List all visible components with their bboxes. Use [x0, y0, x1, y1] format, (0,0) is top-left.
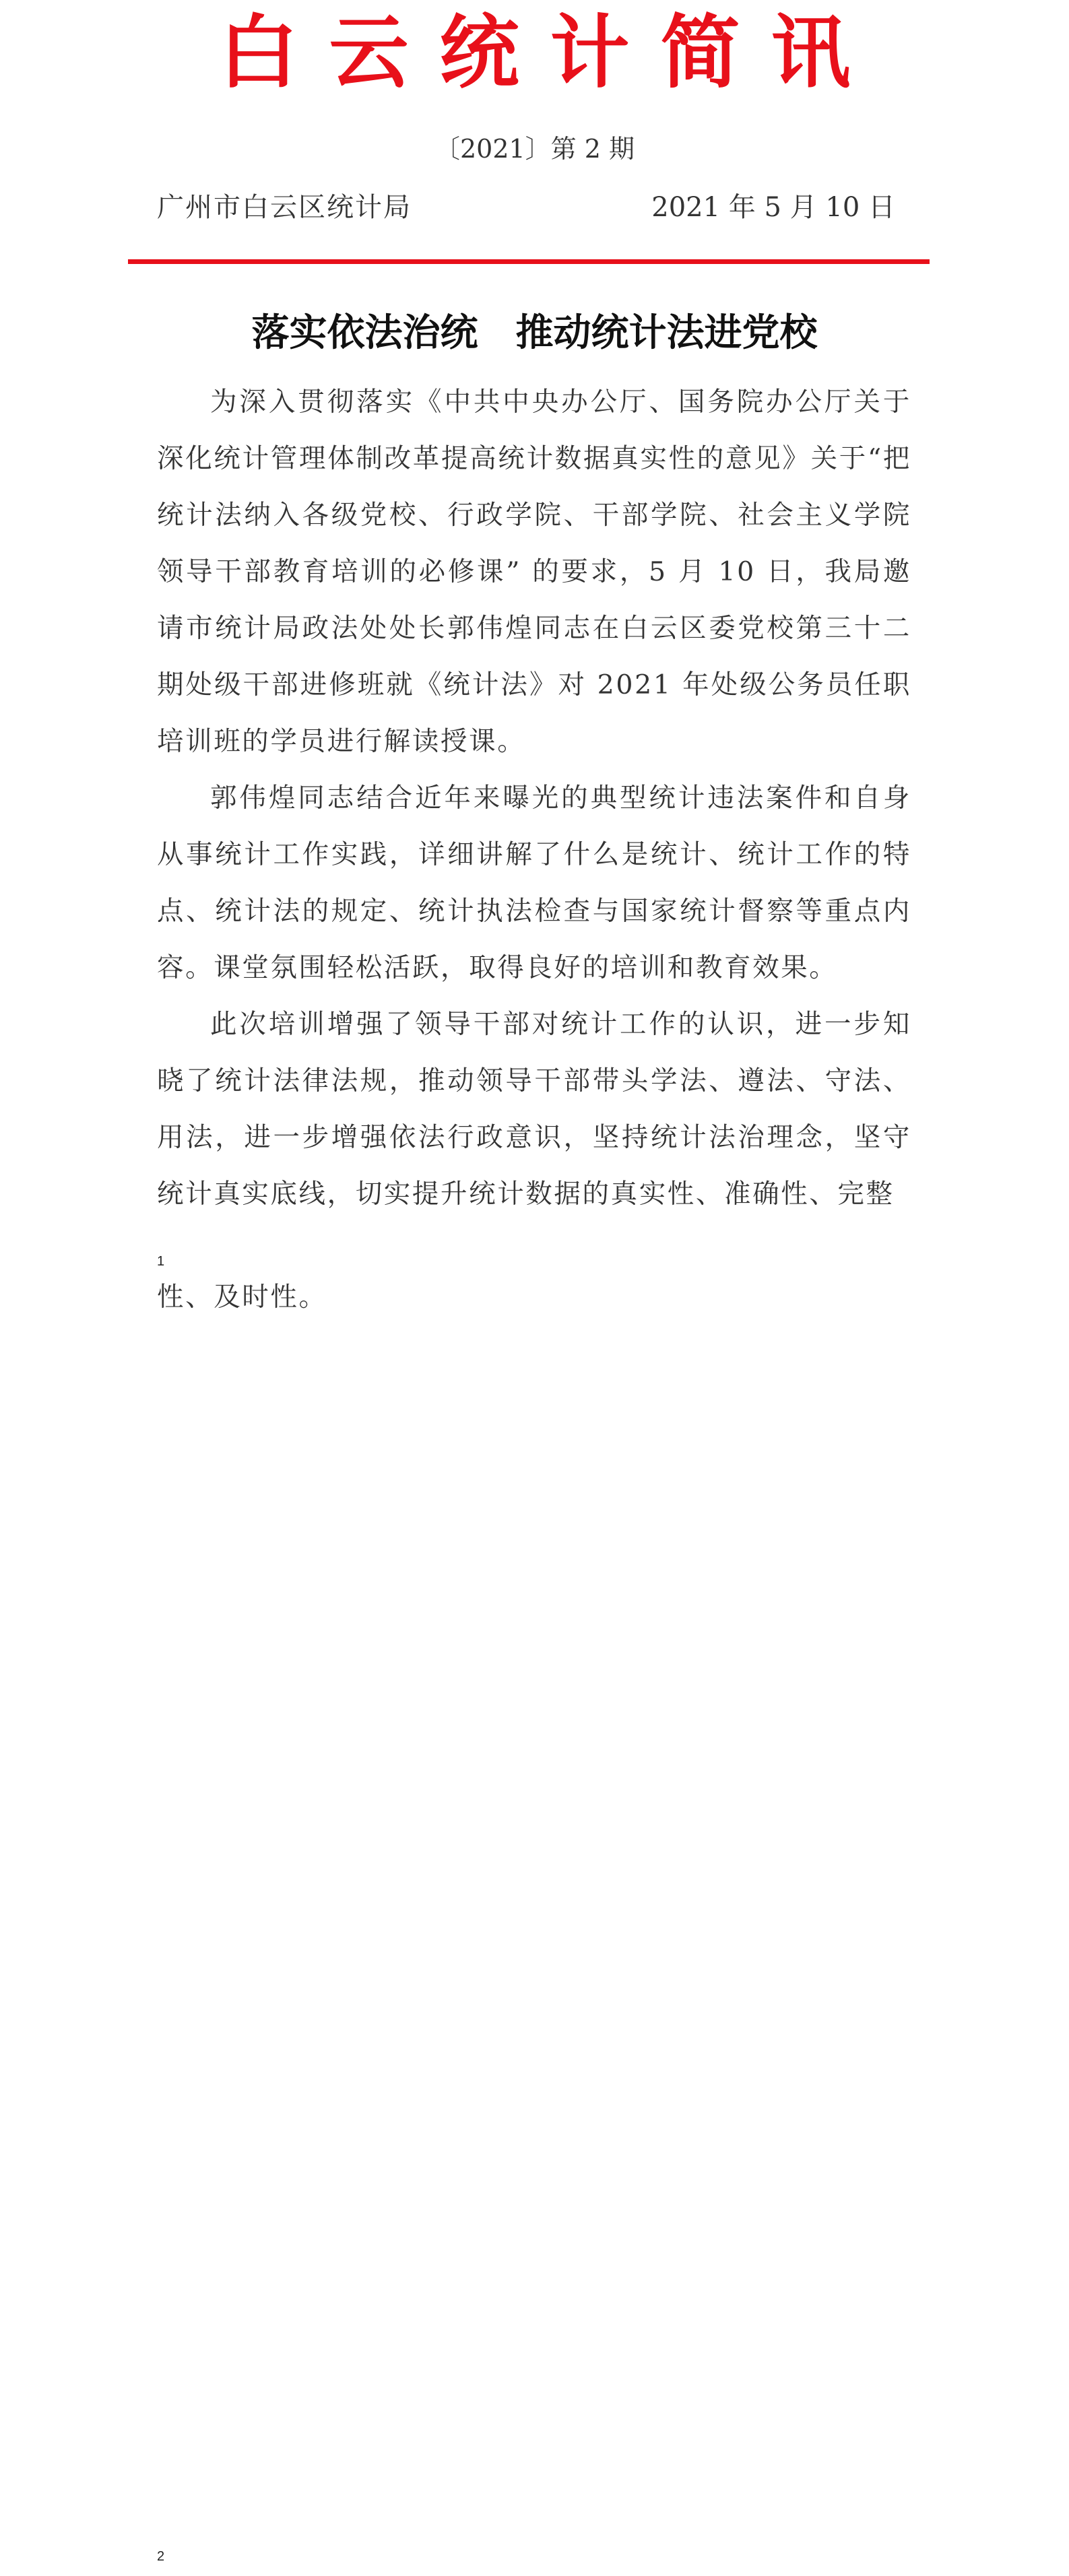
issue-number: 〔2021〕第 2 期	[434, 134, 635, 164]
page-number-2: 2	[157, 2549, 165, 2564]
paragraph-3: 此次培训增强了领导干部对统计工作的认识，进一步知晓了统计法律法规，推动领导干部带头学法、遵法、守法、用法，进一步增强依法行政意识，坚持统计法治理念，坚守统计真实底线，切实提升统计数据的真实性、准确性、完整	[157, 1009, 911, 1210]
publisher-name: 广州市白云区统计局	[157, 192, 412, 223]
paragraph-3-continuation: 性、及时性。	[157, 1282, 327, 1313]
article-body	[157, 374, 911, 1222]
paragraph-2: 郭伟煌同志结合近年来曝光的典型统计违法案件和自身从事统计工作实践，详细讲解了什么是统计、统计工作的特点、统计法的规定、统计执法检查与国家统计督察等重点内容。课堂氛围轻松活跃，取得良好的培训和教育效果。	[157, 783, 911, 983]
paragraph-1: 为深入贯彻落实《中共中央办公厅、国务院办公厅关于深化统计管理体制改革提高统计数据真实性的意见》关于“把统计法纳入各级党校、行政学院、干部学院、社会主义学院领导干部教育培训的必修课” 的要求，5 月 10 日，我局邀请市统计局政法处处长郭伟煌同志在白云区委党校第三十二期处级干部进修班就《统计法》对 2021 年处级公务员任职培训班的学员进行解读授课。	[157, 387, 911, 757]
publish-date: 2021 年 5 月 10 日	[651, 192, 895, 223]
page-number-1: 1	[157, 1254, 165, 1269]
article-title: 落实依法治统 推动统计法进党校	[251, 311, 818, 355]
header-divider	[128, 259, 930, 264]
masthead-title: 白云统计简讯	[218, 5, 882, 99]
